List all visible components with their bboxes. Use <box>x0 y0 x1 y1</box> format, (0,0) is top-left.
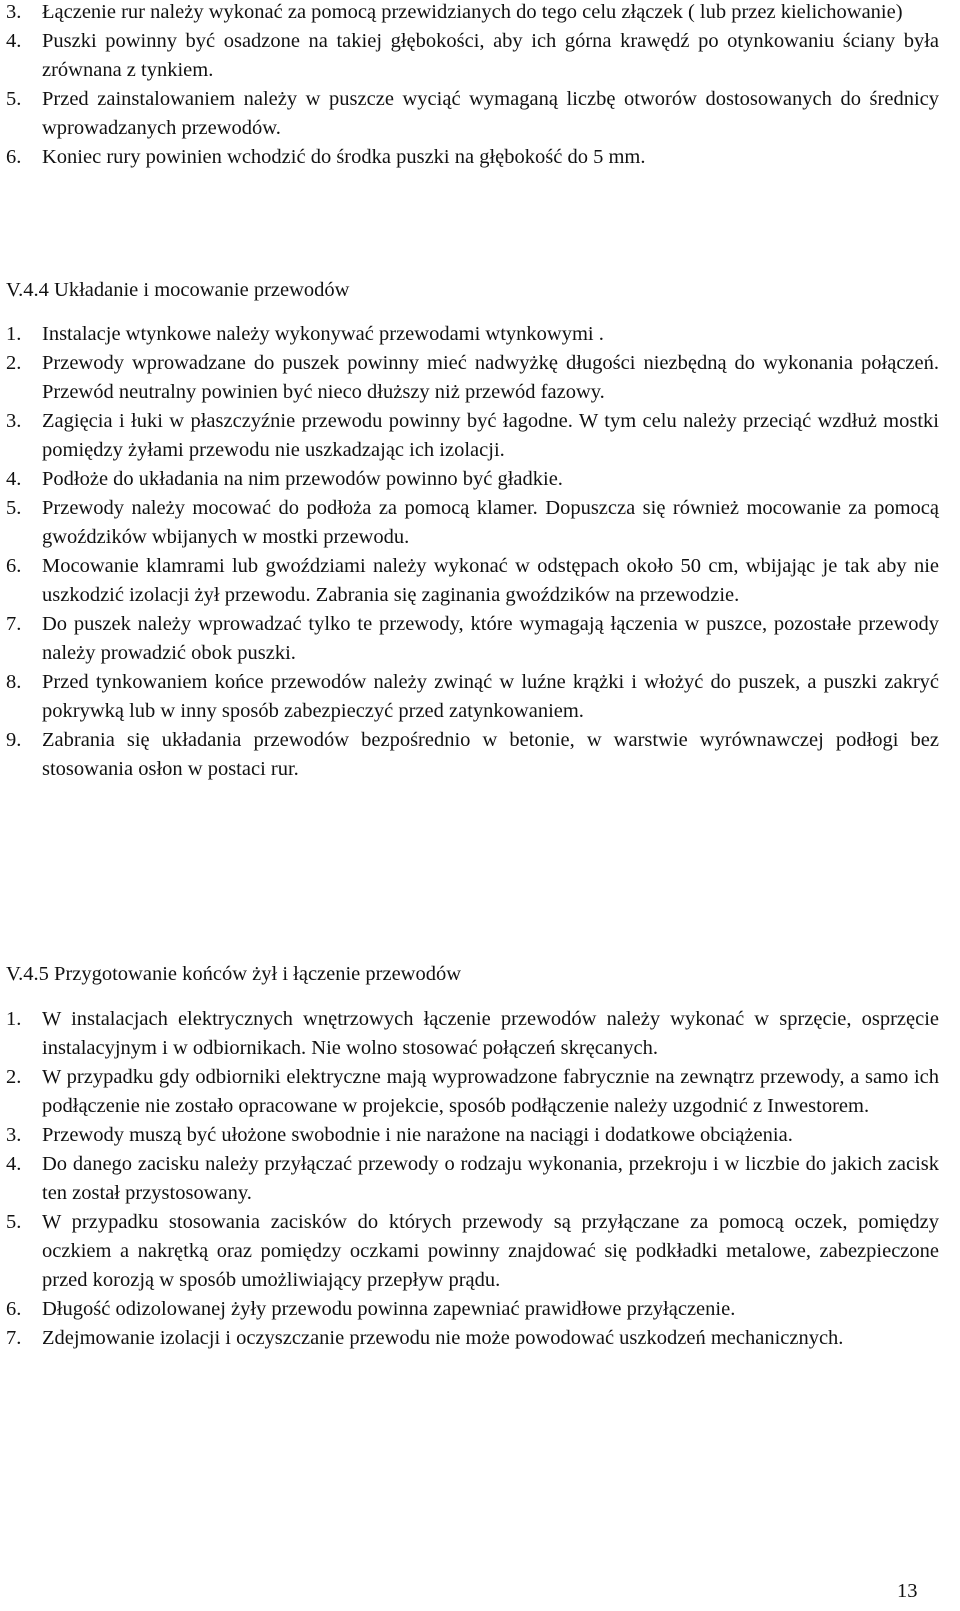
list-item-text: Podłoże do układania na nim przewodów powinno być gładkie. <box>42 468 563 490</box>
list-item-number: 1. <box>6 1008 22 1030</box>
list-item-number: 6. <box>6 1298 22 1320</box>
list-item-number: 3. <box>6 410 22 432</box>
list-item-number: 6. <box>6 555 22 577</box>
list-item-number: 4. <box>6 1153 22 1175</box>
list-item-number: 5. <box>6 497 22 519</box>
list-item-text: Przewody muszą być ułożone swobodnie i nie narażone na naciągi i dodatkowe obciążenia. <box>42 1124 793 1146</box>
list-item <box>0 143 960 172</box>
list-item-number: 9. <box>6 729 22 751</box>
list-item <box>0 1295 960 1324</box>
list-item-text: Do danego zacisku należy przyłączać przewody o rodzaju wykonania, przekroju i w liczbie do jakich zacisk ten został przystosowany. <box>42 1153 939 1204</box>
list-item-text: Przed tynkowaniem końce przewodów należy zwinąć w luźne krążki i włożyć do puszek, a puszki zakryć pokrywką lub w inny sposób zabezpieczyć przed zatynkowaniem. <box>42 671 939 722</box>
list-item-text: Instalacje wtynkowe należy wykonywać przewodami wtynkowymi . <box>42 323 604 345</box>
list-item-text: W przypadku gdy odbiorniki elektryczne mają wyprowadzone fabrycznie na zewnątrz przewody, a samo ich podłączenie nie zostało opracowane w projekcie, sposób podłączenie należy uzgodnić z Inwestorem. <box>42 1066 939 1117</box>
list-item <box>0 0 960 27</box>
list-item <box>0 349 960 407</box>
list-item <box>0 465 960 494</box>
list-item-text: Długość odizolowanej żyły przewodu powinna zapewniać prawidłowe przyłączenie. <box>42 1298 736 1320</box>
list-item <box>0 494 960 552</box>
list-item-text: Do puszek należy wprowadzać tylko te przewody, które wymagają łączenia w puszce, pozostałe przewody należy prowadzić obok puszki. <box>42 613 939 664</box>
list-item <box>0 1208 960 1295</box>
list-item <box>0 1150 960 1208</box>
list-item-number: 8. <box>6 671 22 693</box>
list-item-text: Mocowanie klamrami lub gwoździami należy wykonać w odstępach około 50 cm, wbijając je tak aby nie uszkodzić izolacji żył przewodu. Zabrania się zaginania gwoździków na przewodzie. <box>42 555 939 606</box>
section-heading-v44: V.4.4 Układanie i mocowanie przewodów <box>6 279 350 301</box>
list-item <box>0 552 960 610</box>
list-item-number: 3. <box>6 1124 22 1146</box>
list-item <box>0 27 960 85</box>
list-item-text: Zdejmowanie izolacji i oczyszczanie przewodu nie może powodować uszkodzeń mechanicznych. <box>42 1327 844 1349</box>
list-item-number: 2. <box>6 352 22 374</box>
list-item-text: Przed zainstalowaniem należy w puszcze wyciąć wymaganą liczbę otworów dostosowanych do średnicy wprowadzanych przewodów. <box>42 88 939 139</box>
list-item-number: 4. <box>6 30 22 52</box>
section-heading-v45: V.4.5 Przygotowanie końców żył i łączenie przewodów <box>6 963 462 985</box>
list-item <box>0 726 960 784</box>
list-item-text: W przypadku stosowania zacisków do których przewody są przyłączane za pomocą oczek, pomiędzy oczkiem a nakrętką oraz pomiędzy oczkami powinny znajdować się podkładki metalowe, zabezpieczone przed korozją w sposób umożliwiający przepływ prądu. <box>42 1211 939 1291</box>
list-item-text: W instalacjach elektrycznych wnętrzowych łączenie przewodów należy wykonać w sprzęcie, osprzęcie instalacyjnym i w odbiornikach. Nie wolno stosować połączeń skręcanych. <box>42 1008 939 1059</box>
list-item <box>0 407 960 465</box>
list-item-text: Zagięcia i łuki w płaszczyźnie przewodu powinny być łagodne. W tym celu należy przeciąć wzdłuż mostki pomiędzy żyłami przewodu nie uszkadzając ich izolacji. <box>42 410 939 461</box>
list-item-number: 5. <box>6 88 22 110</box>
list-item <box>0 1063 960 1121</box>
list-item <box>0 320 960 349</box>
list-item <box>0 1324 960 1353</box>
list-item-number: 3. <box>6 1 22 23</box>
top-list <box>0 0 960 172</box>
section-v44-list <box>0 320 960 784</box>
list-item <box>0 1121 960 1150</box>
list-item-number: 1. <box>6 323 22 345</box>
section-v45-list <box>0 1005 960 1353</box>
list-item-text: Przewody wprowadzane do puszek powinny mieć nadwyżkę długości niezbędną do wykonania połączeń. Przewód neutralny powinien być nieco dłuższy niż przewód fazowy. <box>42 352 939 403</box>
list-item <box>0 610 960 668</box>
list-item-number: 5. <box>6 1211 22 1233</box>
list-item-text: Łączenie rur należy wykonać za pomocą przewidzianych do tego celu złączek ( lub przez kielichowanie) <box>42 1 903 23</box>
list-item <box>0 85 960 143</box>
page-number: 13 <box>897 1580 918 1602</box>
list-item-text: Puszki powinny być osadzone na takiej głębokości, aby ich górna krawędź po otynkowaniu ściany była zrównana z tynkiem. <box>42 30 939 81</box>
list-item-number: 7. <box>6 613 22 635</box>
list-item <box>0 668 960 726</box>
list-item <box>0 1005 960 1063</box>
list-item-number: 7. <box>6 1327 22 1349</box>
list-item-text: Przewody należy mocować do podłoża za pomocą klamer. Dopuszcza się również mocowanie za pomocą gwoździków wbijanych w mostki przewodu. <box>42 497 939 548</box>
list-item-number: 6. <box>6 146 22 168</box>
list-item-text: Zabrania się układania przewodów bezpośrednio w betonie, w warstwie wyrównawczej podłogi bez stosowania osłon w postaci rur. <box>42 729 939 780</box>
list-item-number: 4. <box>6 468 22 490</box>
list-item-number: 2. <box>6 1066 22 1088</box>
list-item-text: Koniec rury powinien wchodzić do środka puszki na głębokość do 5 mm. <box>42 146 646 168</box>
